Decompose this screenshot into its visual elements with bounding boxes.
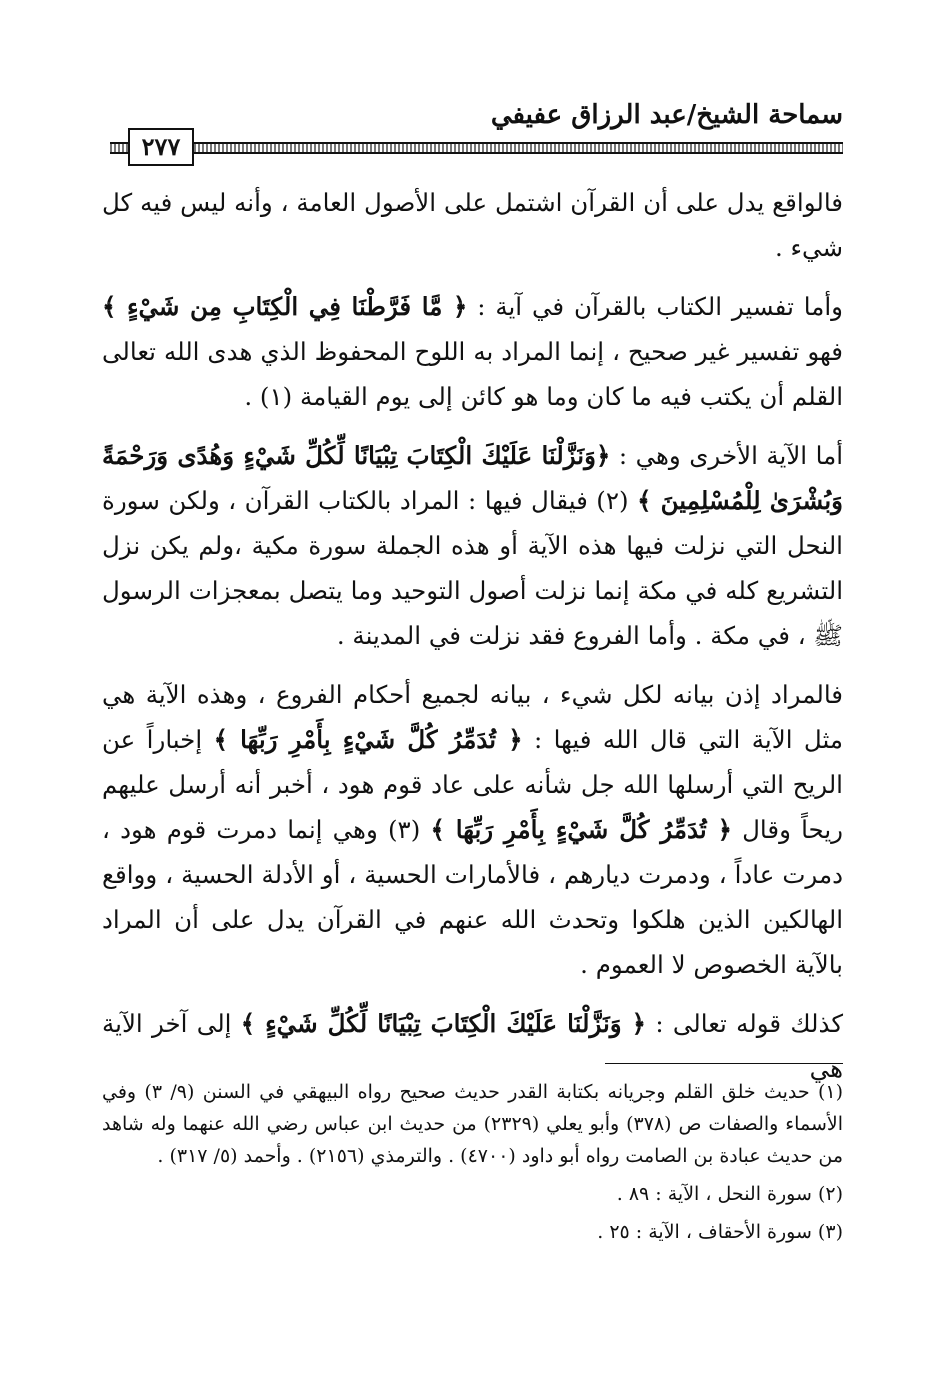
paragraph-4-text-a: فالمراد إذن بيانه لكل شيء ، بيانه لجميع أحكام الفروع ، وهذه الآية هي مثل الآية التي قال الله فيها : — [102, 680, 843, 754]
quran-verse: ﴿ وَنَزَّلْنَا عَلَيْكَ الْكِتَابَ تِبْيَانًا لِّكُلِّ شَيْءٍ ﴾ — [240, 1009, 647, 1038]
paragraph-3-text-a: أما الآية الأخرى وهي : — [618, 441, 844, 470]
page-number: ٢٧٧ — [128, 128, 194, 166]
quran-verse: ﴿ تُدَمِّرُ كُلَّ شَيْءٍ بِأَمْرِ رَبِّهَا ﴾ — [213, 725, 523, 754]
paragraph-3-text-b: (٢) فيقال فيها : المراد بالكتاب القرآن ، ولكن سورة النحل التي نزلت فيها هذه الآية أو هذه الجملة سورة مكية ،ولم يكن نزل التشريع كله في مكة إنما نزلت أصول التوحيد وما يتصل بمعجزات الرسول ﷺ ، في مكة . وأما الفروع فقد نزلت في المدينة . — [102, 486, 843, 650]
paragraph-1 — [102, 180, 843, 270]
paragraph-5-text-a: كذلك قوله تعالى : — [655, 1009, 844, 1038]
footnote-separator — [605, 1063, 843, 1064]
quran-verse: ﴿ مَّا فَرَّطْنَا فِي الْكِتَابِ مِن شَيْءٍ ﴾ — [102, 292, 468, 321]
main-text — [102, 180, 843, 1105]
header-rule — [110, 142, 843, 154]
paragraph-3 — [102, 433, 843, 658]
footnote-1: (١) حديث خلق القلم وجريانه بكتابة القدر حديث صحيح رواه البيهقي في السنن (٩/ ٣) وفي الأسماء والصفات ص (٣٧٨) وأبو يعلي (٢٣٢٩) من حديث ابن عباس رضي الله عنهما وله شاهد من حديث عبادة بن الصامت رواه أبو داود (٤٧٠٠) . والترمذي (٢١٥٦) . وأحمد (٥/ ٣١٧) . — [102, 1081, 843, 1167]
footnotes — [102, 1076, 843, 1254]
paragraph-4-text-c: (٣) وهي إنما دمرت قوم هود ، دمرت عاداً ، ودمرت ديارهم ، فالأمارات الحسية ، أو الأدلة الحسية ، وواقع الهالكين الذين هلكوا وتحدث الله عنهم في القرآن يدل على أن المراد بالآية الخصوص لا العموم . — [102, 815, 843, 979]
paragraph-2-text-a: وأما تفسير الكتاب بالقرآن في آية : — [477, 292, 843, 321]
quran-verse: ﴿ تُدَمِّرُ كُلَّ شَيْءٍ بِأَمْرِ رَبِّهَا ﴾ — [430, 815, 732, 844]
running-header-title: سماحة الشيخ/عبد الرزاق عفيفي — [490, 100, 843, 130]
footnote-2: (٢) سورة النحل ، الآية : ٨٩ . — [616, 1183, 843, 1205]
paragraph-2-text-b: فهو تفسير غير صحيح ، إنما المراد به اللوح المحفوظ الذي هدى الله تعالى القلم أن يكتب فيه ما كان وما هو كائن إلى يوم القيامة (١) . — [102, 337, 843, 411]
quran-verse: ﴿وَنَزَّلْنَا عَلَيْكَ الْكِتَابَ تِبْيَانًا لِّكُلِّ شَيْءٍ وَهُدًى وَرَحْمَةً وَبُشْرَىٰ لِلْمُسْلِمِينَ ﴾ — [102, 441, 843, 515]
paragraph-1-text: فالواقع يدل على أن القرآن اشتمل على الأصول العامة ، وأنه ليس فيه كل شيء . — [102, 188, 843, 262]
paragraph-2 — [102, 284, 843, 419]
paragraph-5-text-b: إلى آخر الآية هي — [102, 1009, 843, 1083]
paragraph-4 — [102, 672, 843, 987]
paragraph-4-text-b: إخباراً عن الريح التي أرسلها الله جل شأنه على عاد قوم هود ، أخبر أنه أرسل عليهم ريحاً وقال — [102, 725, 844, 844]
footnote-3: (٣) سورة الأحقاف ، الآية : ٢٥ . — [597, 1221, 843, 1243]
